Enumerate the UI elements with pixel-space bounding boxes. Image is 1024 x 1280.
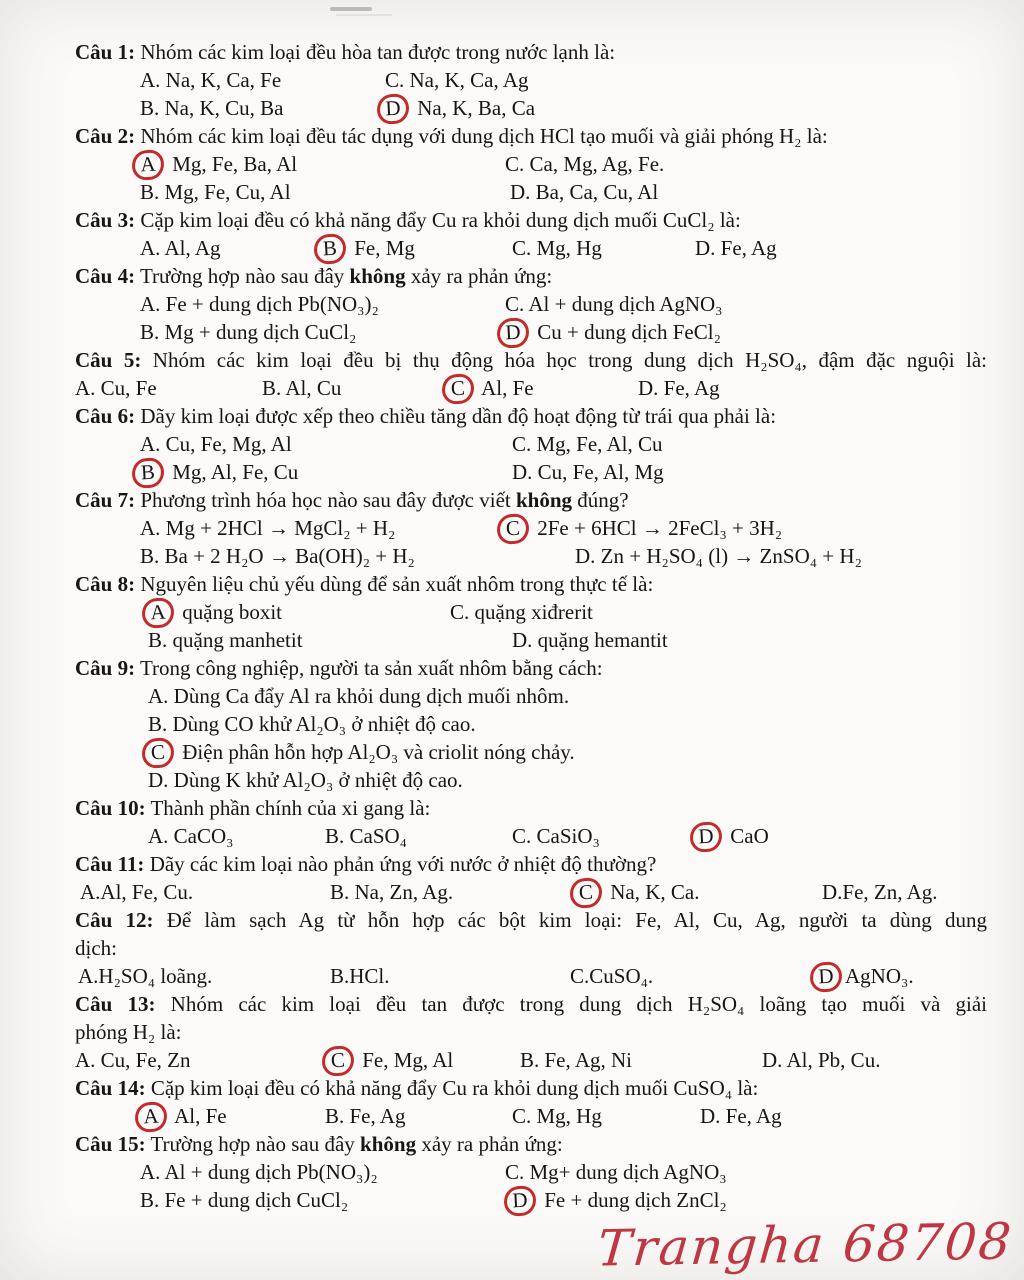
answer-circle: A (134, 1101, 168, 1133)
question-11-text (0, 850, 1024, 878)
bold-text: Câu 14: (75, 1076, 146, 1100)
answer-circle: A (131, 149, 165, 181)
question-6 (0, 402, 1024, 486)
text: xảy ra phản ứng: (405, 264, 553, 288)
text: Trong công nghiệp, người ta sản xuất nhôm bằng cách: (135, 656, 603, 680)
question-10-option-C: C. CaSiO₃ (512, 824, 600, 848)
text: Nhóm các kim loại đều bị thụ động hóa học trong dung dịch H₂SO₄, đậm đặc nguội là: (141, 348, 987, 372)
question-12-option-A: A.H₂SO₄ loãng. (78, 964, 213, 988)
text: Trường hợp nào sau đây (135, 264, 350, 288)
bold-text: Câu 13: (75, 992, 156, 1016)
question-4-option-A: A. Fe + dung dịch Pb(NO₃)₂ (140, 292, 379, 316)
question-6-option-D: D. Cu, Fe, Al, Mg (512, 460, 664, 484)
question-12-option-C: C.CuSO₄. (570, 964, 654, 988)
bold-text: không (516, 488, 573, 512)
question-4-option-C: C. Al + dung dịch AgNO₃ (505, 292, 723, 316)
text: Nguyên liệu chủ yếu dùng để sản xuất nhôm trong thực tế là: (135, 572, 654, 596)
bold-text: Câu 7: (75, 488, 136, 512)
question-1-option-D: D Na, K, Ba, Ca (385, 94, 535, 122)
question-14-option-A: A Al, Fe (143, 1102, 227, 1130)
question-11-option-C: C Na, K, Ca. (578, 878, 699, 906)
question-4-options-row (0, 318, 1024, 346)
question-2 (0, 122, 1024, 206)
text: dịch: (75, 936, 117, 960)
question-10-options-row (0, 822, 1024, 850)
question-9-option-D: D. Dùng K khử Al₂O₃ ở nhiệt độ cao. (148, 768, 463, 792)
question-7-option-C: C 2Fe + 6HCl → 2FeCl₃ + 3H₂ (505, 514, 782, 542)
question-2-text (0, 122, 1024, 150)
question-8-options-row (0, 626, 1024, 654)
answer-circle: C (321, 1045, 355, 1077)
bold-text: Câu 3: (75, 208, 136, 232)
question-2-options-row (0, 150, 1024, 178)
question-2-option-C: C. Ca, Mg, Ag, Fe. (505, 152, 665, 176)
question-7-text (0, 486, 1024, 514)
question-14-text (0, 1074, 1024, 1102)
question-9-option-A: A. Dùng Ca đẩy Al ra khỏi dung dịch muối nhôm. (148, 684, 570, 708)
bold-text: Câu 15: (75, 1132, 146, 1156)
bold-text: Câu 10: (75, 796, 146, 820)
question-3-option-D: D. Fe, Ag (695, 236, 777, 260)
bold-text: Câu 5: (75, 348, 142, 372)
text: Nhóm các kim loại đều hòa tan được trong nước lạnh là: (135, 40, 616, 64)
question-13-option-A: A. Cu, Fe, Zn (75, 1048, 191, 1072)
question-14-option-C: C. Mg, Hg (512, 1104, 602, 1128)
question-9 (0, 654, 1024, 794)
question-1-option-A: A. Na, K, Ca, Fe (140, 68, 282, 92)
answer-circle: D (689, 821, 723, 853)
question-13-option-B: B. Fe, Ag, Ni (520, 1048, 633, 1072)
question-7-option-B: B. Ba + 2 H₂O → Ba(OH)₂ + H₂ (140, 544, 415, 568)
question-6-option-A: A. Cu, Fe, Mg, Al (140, 432, 292, 456)
question-3-option-C: C. Mg, Hg (512, 236, 602, 260)
answer-circle: C (569, 877, 603, 909)
question-1-options-row (0, 94, 1024, 122)
question-10-text (0, 794, 1024, 822)
question-6-option-B: B Mg, Al, Fe, Cu (140, 458, 298, 486)
text: đúng? (572, 488, 629, 512)
bold-text: Câu 12: (75, 908, 154, 932)
text: Dãy kim loại được xếp theo chiều tăng dần độ hoạt động từ trái qua phải là: (135, 404, 777, 428)
question-9-options-row (0, 766, 1024, 794)
question-8-option-A: A quặng boxit (150, 598, 282, 626)
bold-text: không (360, 1132, 417, 1156)
question-10-option-D: D CaO (698, 822, 769, 850)
question-15-options-row (0, 1158, 1024, 1186)
question-14-option-D: D. Fe, Ag (700, 1104, 782, 1128)
question-7-options-row (0, 514, 1024, 542)
question-10-option-B: B. CaSO₄ (325, 824, 408, 848)
question-10-option-A: A. CaCO₃ (148, 824, 234, 848)
question-4-option-B: B. Mg + dung dịch CuCl₂ (140, 320, 357, 344)
question-9-option-C: C Điện phân hỗn hợp Al₂O₃ và criolit nóng chảy. (150, 738, 575, 766)
answer-circle: A (141, 597, 175, 629)
answer-circle: C (496, 513, 530, 545)
bold-text: Câu 9: (75, 656, 136, 680)
question-2-options-row (0, 178, 1024, 206)
answer-circle: D (376, 93, 410, 125)
question-5-option-D: D. Fe, Ag (638, 376, 720, 400)
question-3 (0, 206, 1024, 262)
bold-text: không (349, 264, 406, 288)
question-15-option-D: D Fe + dung dịch ZnCl₂ (512, 1186, 727, 1214)
answer-circle: C (141, 737, 175, 769)
question-1 (0, 38, 1024, 122)
answer-circle: B (313, 233, 347, 265)
question-12-text (0, 934, 1024, 962)
text: Để làm sạch Ag từ hỗn hợp các bột kim loại: Fe, Al, Cu, Ag, người ta dùng dung (153, 908, 987, 932)
answer-circle: B (131, 457, 165, 489)
question-7-options-row (0, 542, 1024, 570)
question-12-options-row (0, 962, 1024, 990)
answer-circle: C (441, 373, 475, 405)
question-2-option-D: D. Ba, Ca, Cu, Al (510, 180, 659, 204)
question-3-options-row (0, 234, 1024, 262)
question-4-text (0, 262, 1024, 290)
bold-text: Câu 1: (75, 40, 136, 64)
question-8-option-B: B. quặng manhetit (148, 628, 303, 652)
quiz-content (0, 38, 1024, 1214)
question-14-options-row (0, 1102, 1024, 1130)
question-7-option-A: A. Mg + 2HCl → MgCl₂ + H₂ (140, 516, 396, 540)
question-1-text (0, 38, 1024, 66)
question-13-option-C: C Fe, Mg, Al (330, 1046, 453, 1074)
question-5-text (0, 346, 1024, 374)
question-5-option-A: A. Cu, Fe (75, 376, 157, 400)
question-6-option-C: C. Mg, Fe, Al, Cu (512, 432, 663, 456)
question-8 (0, 570, 1024, 654)
answer-circle: D (503, 1185, 537, 1217)
question-13 (0, 990, 1024, 1074)
question-9-options-row (0, 738, 1024, 766)
bold-text: Câu 2: (75, 124, 136, 148)
question-13-text (0, 1018, 1024, 1046)
question-9-text (0, 654, 1024, 682)
question-9-options-row (0, 682, 1024, 710)
text: Dãy các kim loại nào phản ứng với nước ở nhiệt độ thường? (144, 852, 657, 876)
text: Cặp kim loại đều có khả năng đẩy Cu ra khỏi dung dịch muối CuCl₂ là: (135, 208, 741, 232)
question-8-option-D: D. quặng hemantit (512, 628, 668, 652)
question-6-options-row (0, 458, 1024, 486)
question-10 (0, 794, 1024, 850)
answer-circle: D (809, 961, 843, 993)
question-7-option-D: D. Zn + H₂SO₄ (l) → ZnSO₄ + H₂ (575, 544, 862, 568)
question-12-text (0, 906, 1024, 934)
text: phóng H₂ là: (75, 1020, 182, 1044)
text: Thành phần chính của xi gang là: (145, 796, 431, 820)
question-4-option-D: D Cu + dung dịch FeCl₂ (505, 318, 721, 346)
question-8-text (0, 570, 1024, 598)
question-13-option-D: D. Al, Pb, Cu. (762, 1048, 881, 1072)
question-15 (0, 1130, 1024, 1214)
question-13-text (0, 990, 1024, 1018)
question-5-option-B: B. Al, Cu (262, 376, 342, 400)
question-3-option-A: A. Al, Ag (140, 236, 221, 260)
question-13-options-row (0, 1046, 1024, 1074)
bold-text: Câu 8: (75, 572, 136, 596)
watermark-signature: Trangha 68708 (594, 1212, 1015, 1278)
question-2-option-A: A Mg, Fe, Ba, Al (140, 150, 297, 178)
text: Nhóm các kim loại đều tan được trong dung dịch H₂SO₄ loãng tạo muối và giải (155, 992, 987, 1016)
question-15-text (0, 1130, 1024, 1158)
question-2-option-B: B. Mg, Fe, Cu, Al (140, 180, 291, 204)
question-8-options-row (0, 598, 1024, 626)
question-5-option-C: C Al, Fe (450, 374, 534, 402)
question-11-option-A: A.Al, Fe, Cu. (80, 880, 194, 904)
question-11-option-D: D.Fe, Zn, Ag. (822, 880, 938, 904)
question-1-option-C: C. Na, K, Ca, Ag (385, 68, 529, 92)
question-15-option-C: C. Mg+ dung dịch AgNO₃ (505, 1160, 727, 1184)
question-6-options-row (0, 430, 1024, 458)
question-5 (0, 346, 1024, 402)
question-6-text (0, 402, 1024, 430)
question-1-options-row (0, 66, 1024, 94)
question-4-options-row (0, 290, 1024, 318)
text: Nhóm các kim loại đều tác dụng với dung dịch HCl tạo muối và giải phóng H₂ là: (135, 124, 828, 148)
question-12-option-B: B.HCl. (330, 964, 390, 988)
answer-circle: D (496, 317, 530, 349)
question-9-options-row (0, 710, 1024, 738)
question-14-option-B: B. Fe, Ag (325, 1104, 406, 1128)
text: Phương trình hóa học nào sau đây được viết (135, 488, 516, 512)
question-11 (0, 850, 1024, 906)
bold-text: Câu 6: (75, 404, 136, 428)
question-4 (0, 262, 1024, 346)
question-7 (0, 486, 1024, 570)
question-15-option-B: B. Fe + dung dịch CuCl₂ (140, 1188, 349, 1212)
question-5-options-row (0, 374, 1024, 402)
question-8-option-C: C. quặng xiđrerit (450, 600, 593, 624)
bold-text: Câu 11: (75, 852, 145, 876)
question-14 (0, 1074, 1024, 1130)
question-12 (0, 906, 1024, 990)
question-11-options-row (0, 878, 1024, 906)
question-12-option-D: D AgNO₃. (818, 962, 914, 990)
question-15-options-row (0, 1186, 1024, 1214)
scan-artifact (330, 7, 372, 11)
question-1-option-B: B. Na, K, Cu, Ba (140, 96, 284, 120)
question-15-option-A: A. Al + dung dịch Pb(NO₃)₂ (140, 1160, 378, 1184)
text: Cặp kim loại đều có khả năng đẩy Cu ra khỏi dung dịch muối CuSO₄ là: (145, 1076, 759, 1100)
question-3-text (0, 206, 1024, 234)
bold-text: Câu 4: (75, 264, 136, 288)
question-11-option-B: B. Na, Zn, Ag. (330, 880, 454, 904)
text: Trường hợp nào sau đây (145, 1132, 361, 1156)
question-3-option-B: B Fe, Mg (322, 234, 415, 262)
question-9-option-B: B. Dùng CO khử Al₂O₃ ở nhiệt độ cao. (148, 712, 476, 736)
text: xảy ra phản ứng: (416, 1132, 563, 1156)
